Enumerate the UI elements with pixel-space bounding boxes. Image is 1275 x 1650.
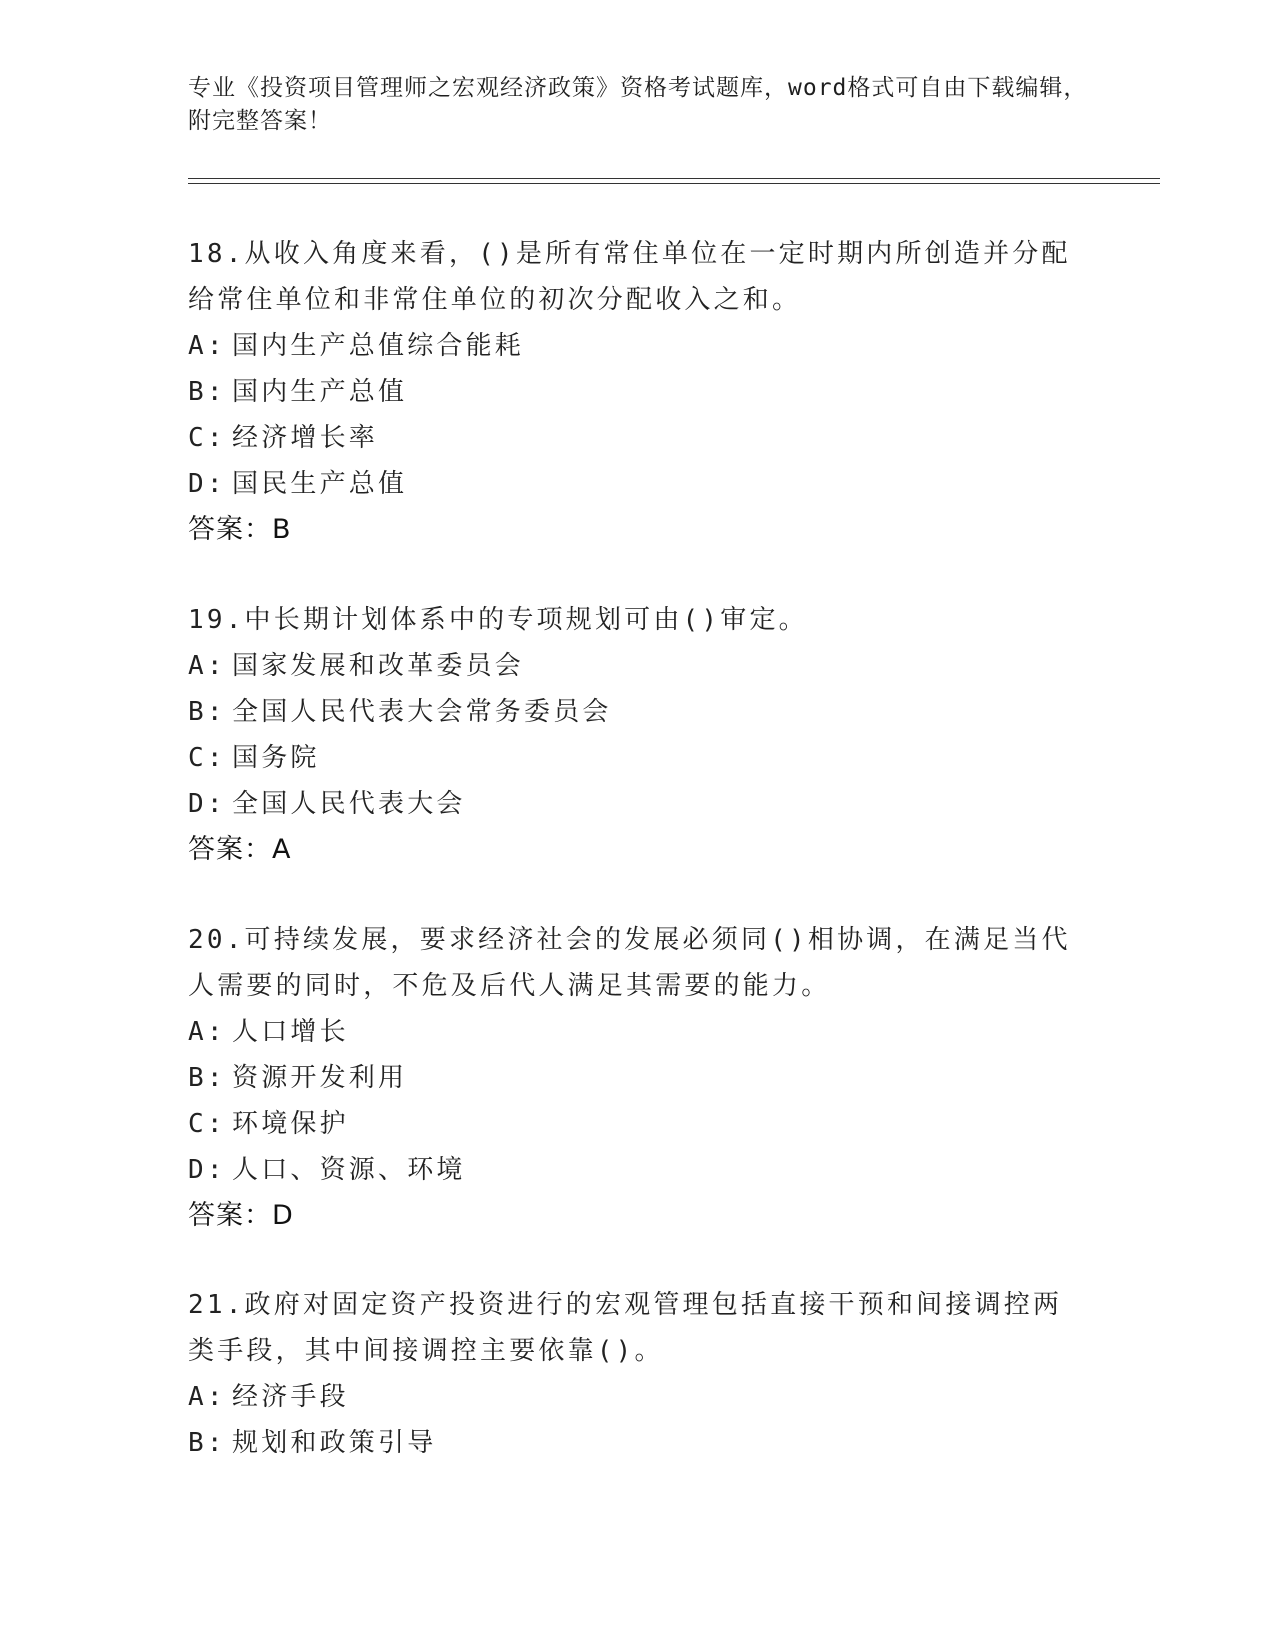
option-c (188, 735, 1088, 781)
option-key: C: (188, 1109, 226, 1139)
option-text: 资源开发利用 (232, 1063, 408, 1093)
option-text: 环境保护 (232, 1109, 349, 1139)
question-21 (188, 1282, 1088, 1466)
option-b (188, 1055, 1088, 1101)
option-key: A: (188, 1382, 226, 1412)
option-key: A: (188, 1017, 226, 1047)
answer: 答案：B (188, 514, 292, 545)
option-text: 规划和政策引导 (232, 1428, 437, 1458)
option-text: 全国人民代表大会常务委员会 (232, 697, 612, 727)
question-stem: 21.政府对固定资产投资进行的宏观管理包括直接干预和间接调控两类手段，其中间接调控主要依靠()。 (188, 1290, 1063, 1366)
option-text: 人口、资源、环境 (232, 1155, 466, 1185)
option-a (188, 1374, 1088, 1420)
option-key: A: (188, 331, 226, 361)
answer: 答案：D (188, 1200, 294, 1231)
option-key: B: (188, 1428, 226, 1458)
option-key: D: (188, 469, 226, 499)
question-stem: 20.可持续发展，要求经济社会的发展必须同()相协调，在满足当代人需要的同时，不危及后代人满足其需要的能力。 (188, 925, 1071, 1001)
option-key: C: (188, 743, 226, 773)
option-key: B: (188, 697, 226, 727)
header-divider-top (188, 178, 1160, 179)
option-d (188, 1147, 1088, 1193)
option-text: 国民生产总值 (232, 469, 408, 499)
question-19 (188, 597, 1088, 873)
option-key: C: (188, 423, 226, 453)
option-b (188, 369, 1088, 415)
question-18 (188, 231, 1088, 553)
option-text: 国家发展和改革委员会 (232, 651, 525, 681)
option-text: 人口增长 (232, 1017, 349, 1047)
option-key: B: (188, 377, 226, 407)
answer: 答案：A (188, 834, 292, 865)
option-d (188, 781, 1088, 827)
option-a (188, 643, 1088, 689)
option-b (188, 689, 1088, 735)
option-c (188, 1101, 1088, 1147)
question-stem: 19.中长期计划体系中的专项规划可由()审定。 (188, 605, 808, 635)
question-stem: 18.从收入角度来看，()是所有常住单位在一定时期内所创造并分配给常住单位和非常住单位的初次分配收入之和。 (188, 239, 1071, 315)
header-divider-bottom (188, 183, 1160, 184)
option-b (188, 1420, 1088, 1466)
option-key: B: (188, 1063, 226, 1093)
option-key: D: (188, 1155, 226, 1185)
question-20 (188, 917, 1088, 1239)
option-text: 国内生产总值 (232, 377, 408, 407)
option-c (188, 415, 1088, 461)
option-d (188, 461, 1088, 507)
option-text: 经济增长率 (232, 423, 379, 453)
option-a (188, 1009, 1088, 1055)
option-text: 经济手段 (232, 1382, 349, 1412)
option-text: 国内生产总值综合能耗 (232, 331, 525, 361)
option-text: 国务院 (232, 743, 320, 773)
option-text: 全国人民代表大会 (232, 789, 466, 819)
document-intro: 专业《投资项目管理师之宏观经济政策》资格考试题库，word格式可自由下载编辑，附完整答案！ (188, 75, 1088, 134)
option-key: A: (188, 651, 226, 681)
option-a (188, 323, 1088, 369)
option-key: D: (188, 789, 226, 819)
